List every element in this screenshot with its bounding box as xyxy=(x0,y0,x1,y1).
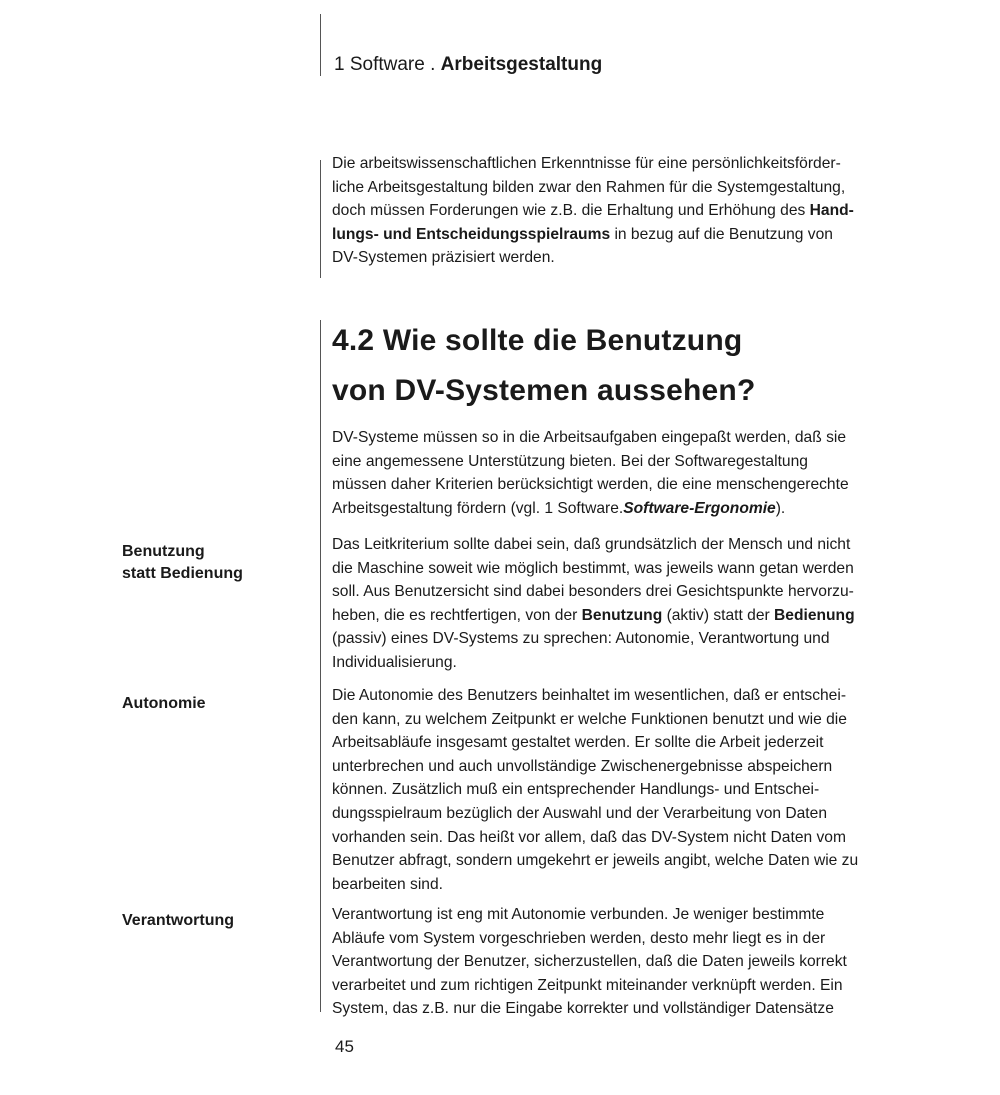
text-run: heben, die es rechtfertigen, von der xyxy=(332,606,582,624)
header-rule xyxy=(320,14,321,76)
heading-line: von DV-Systemen aussehen? xyxy=(332,374,756,407)
text-line: System, das z.B. nur die Eingabe korrekter und vollständiger Datensätze xyxy=(332,1000,834,1018)
margin-rule-main xyxy=(320,320,321,1012)
text-line: Die arbeitswissenschaftlichen Erkenntnisse für eine persönlichkeitsförder- xyxy=(332,155,841,172)
bold-term: Hand- xyxy=(809,202,854,220)
text-line: vorhanden sein. Das heißt vor allem, daß das DV-System nicht Daten vom xyxy=(332,828,846,846)
text-line: bearbeiten sind. xyxy=(332,875,443,893)
text-line xyxy=(332,604,950,628)
text-line: den kann, zu welchem Zeitpunkt er welche Funktionen benutzt und wie die xyxy=(332,710,847,728)
text-line xyxy=(332,497,950,521)
text-line: liche Arbeitsgestaltung bilden zwar den Rahmen für die Systemgestaltung, xyxy=(332,178,846,196)
sidebar-label-line: statt Bedienung xyxy=(122,565,243,582)
text-line xyxy=(332,199,950,223)
verantwortung-paragraph xyxy=(332,903,950,1021)
intro-paragraph xyxy=(332,152,950,270)
heading-line: 4.2 Wie sollte die Benutzung xyxy=(332,324,743,357)
section-paragraph xyxy=(332,426,950,520)
text-line: eine angemessene Unterstützung bieten. Bei der Softwaregestaltung xyxy=(332,452,808,470)
text-line: können. Zusätzlich muß ein entsprechender Handlungs- und Entschei- xyxy=(332,781,820,799)
text-line xyxy=(332,223,950,247)
text-line: DV-Systemen präzisiert werden. xyxy=(332,249,555,267)
sidebar-label-verantwortung: Verantwortung xyxy=(122,912,235,929)
text-line: soll. Aus Benutzersicht sind dabei besonders drei Gesichtspunkte hervorzu- xyxy=(332,583,854,601)
text-line: Abläufe vom System vorgeschrieben werden, desto mehr liegt es in der xyxy=(332,929,826,947)
text-line: Arbeitsabläufe insgesamt gestaltet werden. Er sollte die Arbeit jederzeit xyxy=(332,734,824,752)
autonomie-paragraph xyxy=(332,684,950,896)
text-line: Verantwortung der Benutzer, sicherzustellen, daß die Daten jeweils korrekt xyxy=(332,953,847,971)
text-line: müssen daher Kriterien berücksichtigt werden, die eine menschengerechte xyxy=(332,476,849,494)
text-run: doch müssen Forderungen wie z.B. die Erhaltung und Erhöhung des xyxy=(332,202,810,220)
text-run: Arbeitsgestaltung fördern (vgl. 1 Software. xyxy=(332,499,624,517)
sidebar-label-benutzung xyxy=(122,541,243,585)
text-line: unterbrechen und auch unvollständige Zwischenergebnisse abspeichern xyxy=(332,757,833,775)
benutzung-paragraph xyxy=(332,533,950,675)
running-header xyxy=(334,52,602,78)
text-line: die Maschine soweit wie möglich bestimmt, was jeweils wann getan werden xyxy=(332,559,854,577)
text-run: ). xyxy=(775,499,786,517)
bold-term: Bedienung xyxy=(774,606,855,624)
bold-term: Benutzung xyxy=(581,606,663,624)
text-run: in bezug auf die Benutzung von xyxy=(610,225,833,243)
text-line: Verantwortung ist eng mit Autonomie verbunden. Je weniger bestimmte xyxy=(332,906,825,923)
bold-italic-reference: Software-Ergonomie xyxy=(623,499,776,517)
text-line: Das Leitkriterium sollte dabei sein, daß grundsätzlich der Mensch und nicht xyxy=(332,536,851,553)
page-number: 45 xyxy=(335,1037,354,1056)
text-line: verarbeitet und zum richtigen Zeitpunkt miteinander verknüpft werden. Ein xyxy=(332,976,843,994)
section-heading xyxy=(332,316,755,416)
margin-rule-intro xyxy=(320,160,321,278)
bold-term: lungs- und Entscheidungsspielraums xyxy=(332,225,611,243)
text-line: dungsspielraum bezüglich der Auswahl und der Verarbeitung von Daten xyxy=(332,804,827,822)
text-line: (passiv) eines DV-Systems zu sprechen: Autonomie, Verantwortung und xyxy=(332,630,830,648)
header-title: Arbeitsgestaltung xyxy=(440,54,603,75)
text-line: Individualisierung. xyxy=(332,653,457,671)
header-chapter: 1 Software . xyxy=(334,54,441,75)
sidebar-label-autonomie: Autonomie xyxy=(122,695,206,712)
text-run: (aktiv) statt der xyxy=(662,606,775,624)
text-line: Die Autonomie des Benutzers beinhaltet im wesentlichen, daß er entschei- xyxy=(332,687,847,704)
text-line: Benutzer abfragt, sondern umgekehrt er jeweils angibt, welche Daten wie zu xyxy=(332,852,859,870)
sidebar-label-line: Benutzung xyxy=(122,543,205,560)
text-line: DV-Systeme müssen so in die Arbeitsaufgaben eingepaßt werden, daß sie xyxy=(332,429,847,446)
